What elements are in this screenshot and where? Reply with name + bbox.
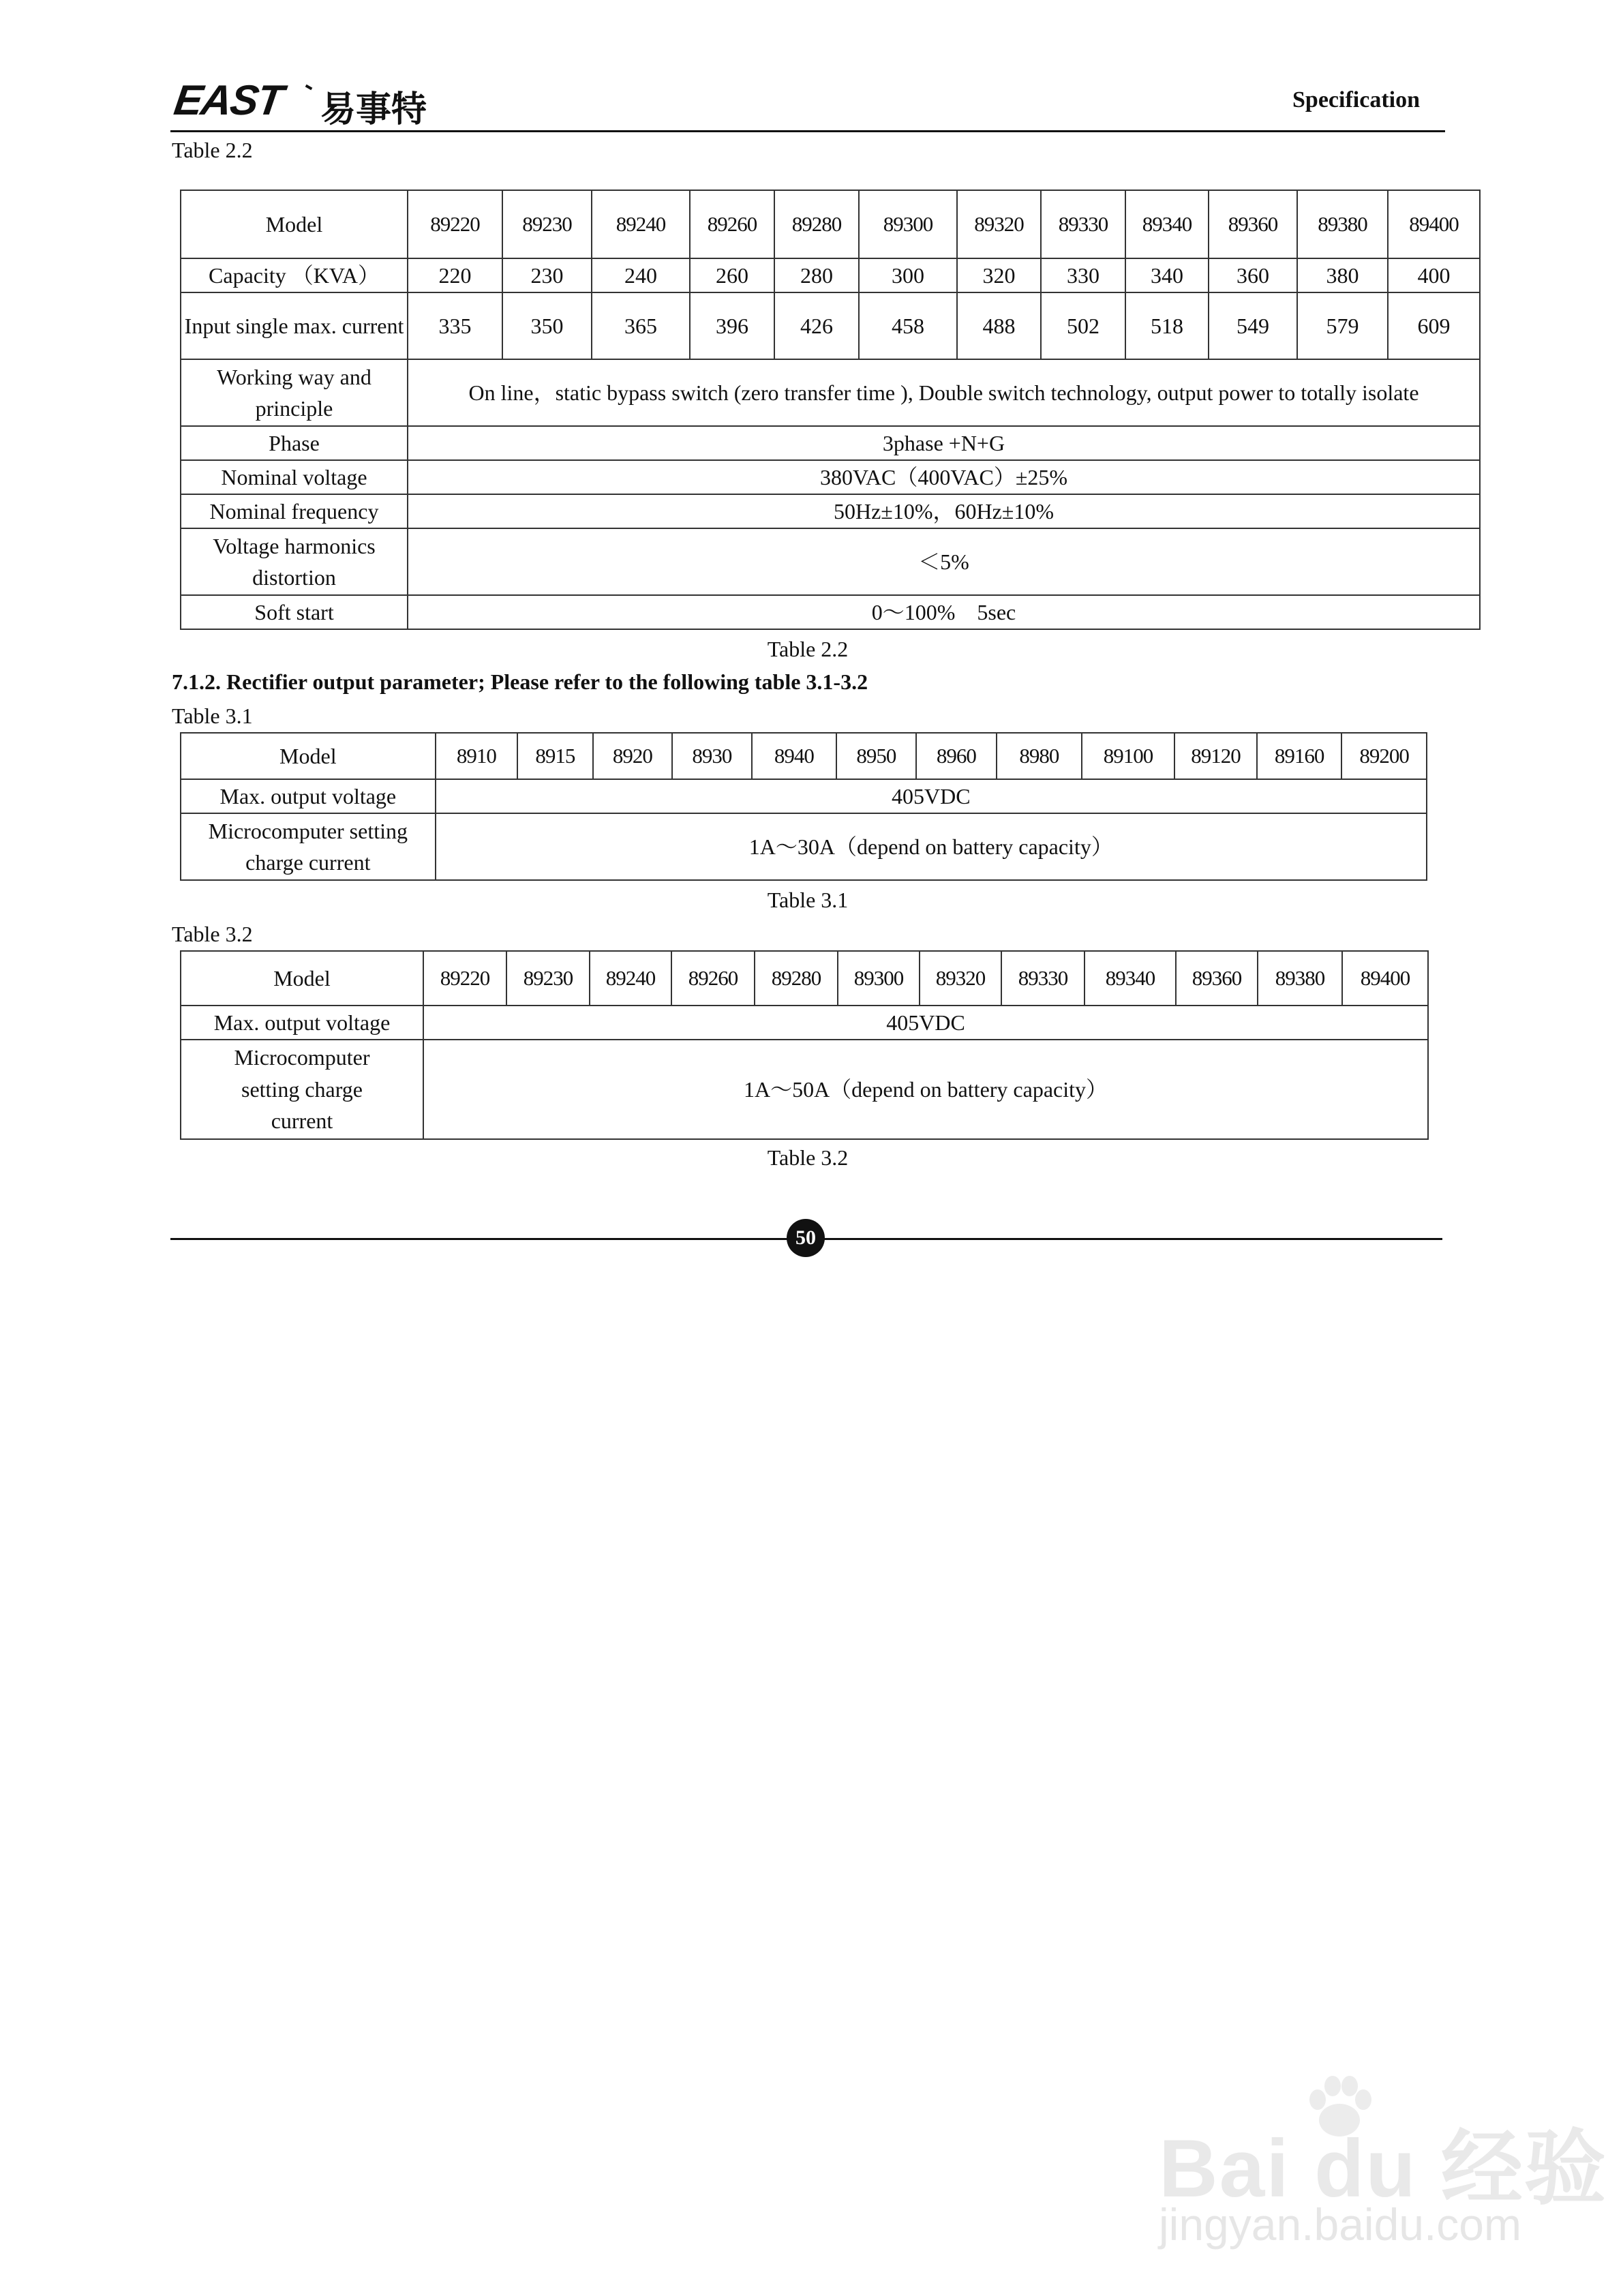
model-cell: 8915 — [517, 733, 592, 779]
row-label-model: Model — [181, 951, 423, 1006]
row-label-voltage-harmonics: Voltage harmonics distortion — [181, 528, 408, 595]
value-cell: 240 — [592, 258, 690, 292]
table-3-2-label: Table 3.2 — [172, 922, 253, 946]
table-row — [181, 190, 1480, 258]
model-cell: 89220 — [423, 951, 506, 1006]
model-cell: 89280 — [774, 190, 859, 258]
model-cell: 89360 — [1176, 951, 1258, 1006]
value-cell: 380 — [1297, 258, 1388, 292]
value-cell: 502 — [1041, 292, 1125, 359]
model-cell: 89330 — [1041, 190, 1125, 258]
model-cell: 89380 — [1258, 951, 1342, 1006]
row-label-nominal-frequency: Nominal frequency — [181, 494, 408, 528]
table-row — [181, 779, 1427, 813]
model-cell: 8930 — [672, 733, 752, 779]
brand-logo-chinese: 易事特 — [320, 89, 427, 130]
header-title: Specification — [1292, 87, 1420, 112]
table-row — [181, 426, 1480, 460]
table-3-1 — [180, 732, 1427, 881]
working-way-value: On line，static bypass switch (zero transfer time ), Double switch technology, output power to totally isolate — [408, 359, 1480, 426]
nominal-frequency-value: 50Hz±10%，60Hz±10% — [408, 494, 1480, 528]
watermark-url: jingyan.baidu.com — [1159, 2199, 1521, 2250]
model-cell: 89260 — [690, 190, 774, 258]
value-cell: 488 — [957, 292, 1041, 359]
row-label-max-output-voltage: Max. output voltage — [181, 779, 436, 813]
model-cell: 89200 — [1341, 733, 1427, 779]
row-label-input-current: Input single max. current — [181, 292, 408, 359]
table-2-2 — [180, 190, 1481, 630]
page-number: 50 — [795, 1226, 816, 1249]
model-cell: 89120 — [1174, 733, 1257, 779]
model-cell: 8910 — [436, 733, 518, 779]
model-cell: 89320 — [920, 951, 1001, 1006]
model-cell: 8960 — [916, 733, 997, 779]
model-cell: 8920 — [593, 733, 673, 779]
model-cell: 89240 — [590, 951, 671, 1006]
model-cell: 89340 — [1084, 951, 1176, 1006]
value-cell: 280 — [774, 258, 859, 292]
model-cell: 89330 — [1001, 951, 1084, 1006]
table-row — [181, 258, 1480, 292]
table-row — [181, 813, 1427, 880]
table-row — [181, 494, 1480, 528]
table-row — [181, 359, 1480, 426]
brand-logo: EAST — [171, 77, 286, 124]
row-label-phase: Phase — [181, 426, 408, 460]
value-cell: 340 — [1125, 258, 1209, 292]
table-row — [181, 951, 1428, 1006]
model-cell: 8980 — [997, 733, 1082, 779]
model-cell: 89380 — [1297, 190, 1388, 258]
footer-divider-right — [822, 1238, 1442, 1240]
value-cell: 260 — [690, 258, 774, 292]
model-cell: 8940 — [752, 733, 837, 779]
table-row — [181, 595, 1480, 629]
row-label-charge-current: Microcomputer setting charge current — [181, 813, 436, 880]
table-3-2-caption: Table 3.2 — [767, 1145, 849, 1170]
nominal-voltage-value: 380VAC（400VAC）±25% — [408, 460, 1480, 494]
table-row — [181, 460, 1480, 494]
model-cell: 89230 — [506, 951, 590, 1006]
voltage-harmonics-value: ＜5% — [408, 528, 1480, 595]
value-cell: 426 — [774, 292, 859, 359]
table-3-1-caption: Table 3.1 — [767, 888, 849, 912]
row-label-model: Model — [181, 190, 408, 258]
model-cell: 89400 — [1342, 951, 1428, 1006]
value-cell: 350 — [502, 292, 592, 359]
model-cell: 89100 — [1082, 733, 1175, 779]
value-cell: 458 — [859, 292, 957, 359]
table-3-1-label: Table 3.1 — [172, 704, 253, 728]
model-cell: 89400 — [1388, 190, 1480, 258]
model-cell: 89320 — [957, 190, 1041, 258]
soft-start-value: 0～100% 5sec — [408, 595, 1480, 629]
table-row — [181, 528, 1480, 595]
row-label-nominal-voltage: Nominal voltage — [181, 460, 408, 494]
watermark-logo: Bai du 经验 — [1159, 2123, 1608, 2214]
row-label-soft-start: Soft start — [181, 595, 408, 629]
row-label-working-way: Working way and principle — [181, 359, 408, 426]
model-cell: 89230 — [502, 190, 592, 258]
value-cell: 400 — [1388, 258, 1480, 292]
table-row — [181, 1040, 1428, 1139]
row-label-capacity: Capacity （KVA） — [181, 258, 408, 292]
value-cell: 330 — [1041, 258, 1125, 292]
row-label-max-output-voltage: Max. output voltage — [181, 1006, 423, 1040]
row-label-model: Model — [181, 733, 436, 779]
table-3-2 — [180, 950, 1429, 1140]
value-cell: 396 — [690, 292, 774, 359]
charge-current-value: 1A～50A（depend on battery capacity） — [423, 1040, 1428, 1139]
logo-tick-mark — [305, 85, 313, 90]
model-cell: 89280 — [755, 951, 838, 1006]
max-output-voltage-value: 405VDC — [436, 779, 1427, 813]
value-cell: 320 — [957, 258, 1041, 292]
value-cell: 518 — [1125, 292, 1209, 359]
charge-current-value: 1A～30A（depend on battery capacity） — [436, 813, 1427, 880]
value-cell: 360 — [1209, 258, 1297, 292]
table-row — [181, 292, 1480, 359]
model-cell: 89160 — [1257, 733, 1342, 779]
value-cell: 230 — [502, 258, 592, 292]
model-cell: 89340 — [1125, 190, 1209, 258]
model-cell: 89360 — [1209, 190, 1297, 258]
value-cell: 300 — [859, 258, 957, 292]
table-2-2-caption: Table 2.2 — [767, 637, 849, 661]
table-row — [181, 733, 1427, 779]
model-cell: 8950 — [836, 733, 916, 779]
page-number-badge — [787, 1219, 825, 1257]
value-cell: 335 — [408, 292, 502, 359]
header-divider — [170, 130, 1445, 132]
phase-value: 3phase +N+G — [408, 426, 1480, 460]
table-2-2-label: Table 2.2 — [172, 138, 253, 162]
value-cell: 220 — [408, 258, 502, 292]
model-cell: 89240 — [592, 190, 690, 258]
footer-divider-left — [170, 1238, 791, 1240]
model-cell: 89300 — [838, 951, 920, 1006]
section-heading: 7.1.2. Rectifier output parameter; Please refer to the following table 3.1-3.2 — [172, 669, 868, 694]
model-cell: 89300 — [859, 190, 957, 258]
model-cell: 89260 — [671, 951, 755, 1006]
row-label-charge-current: Microcomputer setting charge current — [181, 1040, 423, 1139]
value-cell: 365 — [592, 292, 690, 359]
model-cell: 89220 — [408, 190, 502, 258]
value-cell: 549 — [1209, 292, 1297, 359]
value-cell: 609 — [1388, 292, 1480, 359]
table-row — [181, 1006, 1428, 1040]
value-cell: 579 — [1297, 292, 1388, 359]
max-output-voltage-value: 405VDC — [423, 1006, 1428, 1040]
